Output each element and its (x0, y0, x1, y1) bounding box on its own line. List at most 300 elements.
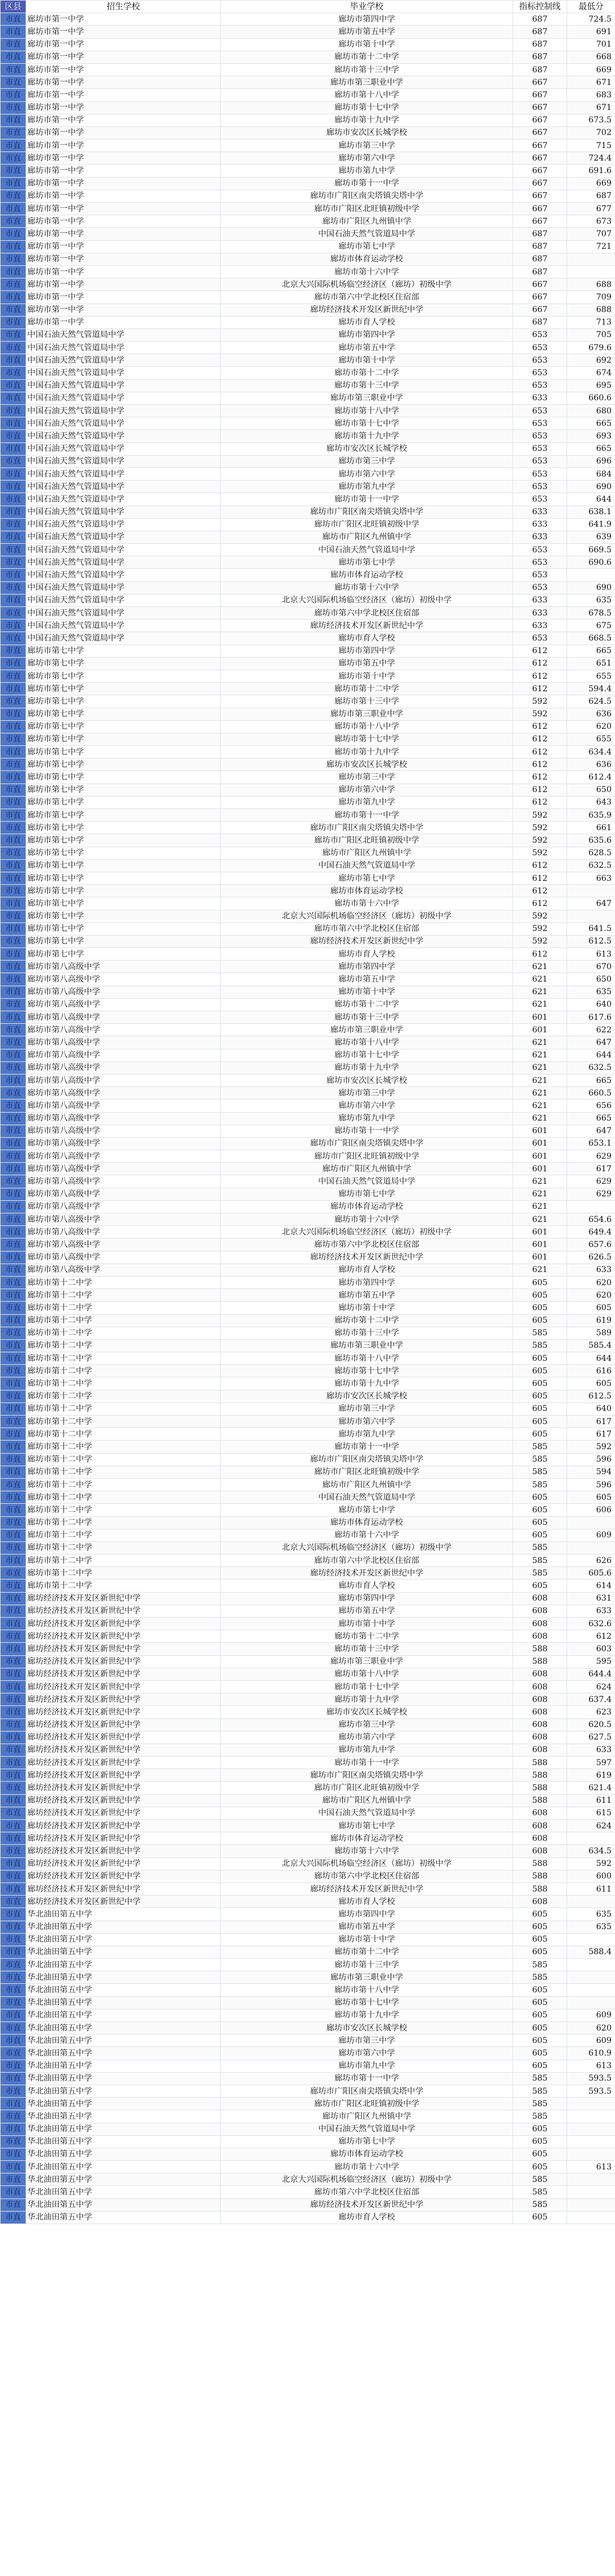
table-row (1, 114, 615, 126)
min-score-cell: 634.5 (567, 1845, 615, 1857)
table-row (1, 1428, 615, 1441)
min-score-cell: 651 (567, 657, 615, 670)
district-cell: 市直 (1, 1264, 26, 1276)
min-score-cell: 665 (567, 645, 615, 657)
min-score-cell (567, 1516, 615, 1529)
school-cell: 中国石油天然气管道局中学 (26, 481, 221, 493)
grad-school-cell: 北京大兴国际机场临空经济区（廊坊）初级中学 (221, 1226, 513, 1238)
table-row (1, 392, 615, 404)
table-row (1, 1744, 615, 1756)
table-row (1, 1251, 615, 1264)
control-line-cell: 601 (513, 1238, 567, 1251)
min-score-cell: 620.5 (567, 1718, 615, 1731)
school-cell: 廊坊市第一中学 (26, 303, 221, 316)
control-line-cell: 612 (513, 784, 567, 796)
min-score-cell: 595 (567, 1655, 615, 1668)
district-cell: 市直 (1, 822, 26, 834)
grad-school-cell: 廊坊经济技术开发区新世纪中学 (221, 1882, 513, 1895)
school-cell: 廊坊市第一中学 (26, 51, 221, 63)
table-row (1, 417, 615, 430)
control-line-cell: 585 (513, 1971, 567, 1984)
table-row (1, 329, 615, 341)
district-cell: 市直 (1, 291, 26, 303)
district-cell: 市直 (1, 329, 26, 341)
table-row (1, 26, 615, 38)
min-score-cell: 644.4 (567, 1668, 615, 1680)
control-line-cell: 585 (513, 1339, 567, 1352)
min-score-cell: 641.9 (567, 518, 615, 531)
table-row (1, 2085, 615, 2097)
district-cell: 市直 (1, 342, 26, 354)
school-cell: 中国石油天然气管道局中学 (26, 392, 221, 404)
grad-school-cell: 廊坊市第十中学 (221, 1302, 513, 1314)
school-cell: 廊坊市第十二中学 (26, 1441, 221, 1453)
min-score-cell: 627.5 (567, 1731, 615, 1744)
header-min: 最低分 (567, 1, 615, 13)
table-row (1, 657, 615, 670)
grad-school-cell: 廊坊市第九中学 (221, 1744, 513, 1756)
control-line-cell: 585 (513, 2072, 567, 2085)
control-line-cell: 612 (513, 645, 567, 657)
min-score-cell: 671 (567, 101, 615, 114)
control-line-cell: 621 (513, 986, 567, 998)
table-row (1, 1125, 615, 1137)
school-cell: 廊坊市第十二中学 (26, 1478, 221, 1491)
min-score-cell: 612.5 (567, 935, 615, 947)
district-cell: 市直 (1, 657, 26, 670)
grad-school-cell: 廊坊市广阳区北旺镇初级中学 (221, 834, 513, 847)
table-row (1, 847, 615, 859)
header-school: 招生学校 (26, 1, 221, 13)
table-row (1, 935, 615, 947)
table-row (1, 89, 615, 101)
min-score-cell: 721 (567, 240, 615, 253)
control-line-cell: 612 (513, 859, 567, 872)
min-score-cell: 609 (567, 2009, 615, 2021)
school-cell: 廊坊市第八高级中学 (26, 1251, 221, 1264)
district-cell: 市直 (1, 430, 26, 442)
control-line-cell: 605 (513, 2148, 567, 2160)
min-score-cell: 693 (567, 430, 615, 442)
control-line-cell: 608 (513, 1668, 567, 1680)
min-score-cell: 629 (567, 1188, 615, 1200)
control-line-cell: 608 (513, 1832, 567, 1845)
control-line-cell: 621 (513, 998, 567, 1011)
grad-school-cell: 廊坊市第七中学 (221, 556, 513, 569)
table-row (1, 455, 615, 467)
district-cell: 市直 (1, 1870, 26, 1882)
min-score-cell (567, 2198, 615, 2211)
table-row (1, 1302, 615, 1314)
control-line-cell: 621 (513, 961, 567, 973)
grad-school-cell: 廊坊市第六中学北校区住宿部 (221, 1870, 513, 1882)
min-score-cell: 592 (567, 1857, 615, 1870)
district-cell: 市直 (1, 1352, 26, 1365)
table-row (1, 796, 615, 809)
min-score-cell: 609 (567, 1529, 615, 1541)
school-cell: 廊坊市第十二中学 (26, 1339, 221, 1352)
control-line-cell: 653 (513, 430, 567, 442)
district-cell: 市直 (1, 1567, 26, 1580)
min-score-cell: 687 (567, 190, 615, 202)
district-cell: 市直 (1, 467, 26, 480)
control-line-cell: 653 (513, 442, 567, 455)
min-score-cell: 605.6 (567, 1567, 615, 1580)
grad-school-cell: 廊坊市广阳区九州镇中学 (221, 1478, 513, 1491)
district-cell: 市直 (1, 1618, 26, 1630)
table-row (1, 809, 615, 822)
district-cell: 市直 (1, 1011, 26, 1024)
school-cell: 廊坊经济技术开发区新世纪中学 (26, 1757, 221, 1769)
school-cell: 廊坊市第八高级中学 (26, 1036, 221, 1049)
table-row (1, 620, 615, 632)
table-row (1, 670, 615, 682)
school-cell: 廊坊市第七中学 (26, 948, 221, 961)
control-line-cell: 605 (513, 1921, 567, 1933)
grad-school-cell: 廊坊市体育运动学校 (221, 885, 513, 897)
min-score-cell: 641.5 (567, 922, 615, 935)
school-cell: 廊坊市第十二中学 (26, 1276, 221, 1289)
control-line-cell: 592 (513, 935, 567, 947)
grad-school-cell: 廊坊市第十九中学 (221, 430, 513, 442)
control-line-cell: 612 (513, 746, 567, 758)
control-line-cell: 601 (513, 1150, 567, 1163)
min-score-cell: 635 (567, 1921, 615, 1933)
table-row (1, 253, 615, 265)
table-row (1, 2098, 615, 2110)
district-cell: 市直 (1, 2161, 26, 2173)
table-row (1, 1971, 615, 1984)
min-score-cell: 628.5 (567, 847, 615, 859)
table-row (1, 1416, 615, 1428)
min-score-cell: 680 (567, 405, 615, 417)
grad-school-cell: 廊坊市育人学校 (221, 1264, 513, 1276)
school-cell: 廊坊市第一中学 (26, 26, 221, 38)
min-score-cell: 635 (567, 1908, 615, 1921)
table-row (1, 2211, 615, 2224)
min-score-cell (567, 1971, 615, 1984)
district-cell: 市直 (1, 645, 26, 657)
control-line-cell: 621 (513, 1112, 567, 1125)
school-cell: 廊坊市第七中学 (26, 859, 221, 872)
table-row (1, 1150, 615, 1163)
school-cell: 中国石油天然气管道局中学 (26, 367, 221, 379)
control-line-cell: 687 (513, 63, 567, 76)
control-line-cell: 612 (513, 720, 567, 733)
control-line-cell: 667 (513, 140, 567, 152)
control-line-cell: 612 (513, 771, 567, 784)
min-score-cell (567, 2173, 615, 2186)
district-cell: 市直 (1, 265, 26, 278)
district-cell: 市直 (1, 2110, 26, 2123)
school-cell: 廊坊经济技术开发区新世纪中学 (26, 1706, 221, 1718)
control-line-cell: 653 (513, 467, 567, 480)
school-cell: 华北油田第五中学 (26, 2060, 221, 2072)
control-line-cell: 605 (513, 2034, 567, 2047)
min-score-cell (567, 2148, 615, 2160)
district-cell: 市直 (1, 1845, 26, 1857)
table-row (1, 1680, 615, 1693)
table-row (1, 1289, 615, 1302)
school-cell: 廊坊市第七中学 (26, 657, 221, 670)
grad-school-cell: 廊坊市广阳区南尖塔镇尖塔中学 (221, 2085, 513, 2097)
table-row (1, 291, 615, 303)
table-row (1, 1352, 615, 1365)
school-cell: 华北油田第五中学 (26, 2135, 221, 2148)
grad-school-cell: 廊坊市第十九中学 (221, 114, 513, 126)
min-score-cell: 636 (567, 708, 615, 720)
control-line-cell: 612 (513, 683, 567, 695)
district-cell: 市直 (1, 910, 26, 922)
school-cell: 华北油田第五中学 (26, 1908, 221, 1921)
min-score-cell: 596 (567, 1478, 615, 1491)
control-line-cell: 633 (513, 607, 567, 620)
table-row (1, 1807, 615, 1819)
school-cell: 廊坊市第七中学 (26, 834, 221, 847)
table-row (1, 581, 615, 594)
school-cell: 廊坊市第一中学 (26, 89, 221, 101)
district-cell: 市直 (1, 1226, 26, 1238)
grad-school-cell: 廊坊市第十一中学 (221, 1441, 513, 1453)
school-cell: 廊坊经济技术开发区新世纪中学 (26, 1718, 221, 1731)
control-line-cell: 621 (513, 1188, 567, 1200)
table-row (1, 1175, 615, 1188)
table-row (1, 1453, 615, 1466)
school-cell: 廊坊市第十二中学 (26, 1314, 221, 1327)
district-cell: 市直 (1, 1807, 26, 1819)
school-cell: 廊坊经济技术开发区新世纪中学 (26, 1693, 221, 1706)
school-cell: 华北油田第五中学 (26, 1971, 221, 1984)
school-cell: 廊坊市第八高级中学 (26, 1074, 221, 1086)
school-cell: 廊坊市第七中学 (26, 683, 221, 695)
grad-school-cell: 廊坊市第十中学 (221, 354, 513, 367)
min-score-cell (567, 1896, 615, 1908)
control-line-cell: 653 (513, 569, 567, 581)
control-line-cell: 585 (513, 2186, 567, 2198)
control-line-cell: 605 (513, 2060, 567, 2072)
table-row (1, 2173, 615, 2186)
grad-school-cell: 廊坊市第十三中学 (221, 63, 513, 76)
district-cell: 市直 (1, 607, 26, 620)
school-cell: 中国石油天然气管道局中学 (26, 544, 221, 556)
table-row (1, 746, 615, 758)
grad-school-cell: 廊坊市第三职业中学 (221, 392, 513, 404)
school-cell: 廊坊市第七中学 (26, 897, 221, 910)
min-score-cell: 609 (567, 2034, 615, 2047)
table-row (1, 1618, 615, 1630)
min-score-cell: 612.4 (567, 771, 615, 784)
table-row (1, 1504, 615, 1516)
grad-school-cell: 廊坊市广阳区九州镇中学 (221, 1794, 513, 1807)
table-row (1, 2022, 615, 2034)
grad-school-cell: 廊坊市第十八中学 (221, 1984, 513, 1996)
school-cell: 廊坊市第十二中学 (26, 1402, 221, 1415)
table-row (1, 303, 615, 316)
min-score-cell: 639 (567, 531, 615, 543)
min-score-cell: 617 (567, 1163, 615, 1175)
grad-school-cell: 廊坊市第六中学北校区住宿部 (221, 291, 513, 303)
grad-school-cell: 廊坊市第三中学 (221, 140, 513, 152)
school-cell: 廊坊市第八高级中学 (26, 1125, 221, 1137)
grad-school-cell: 廊坊市第七中学 (221, 1188, 513, 1200)
grad-school-cell: 廊坊市第十中学 (221, 38, 513, 51)
grad-school-cell: 廊坊市第十中学 (221, 1933, 513, 1946)
table-row (1, 203, 615, 215)
control-line-cell: 605 (513, 2211, 567, 2224)
min-score-cell: 632.5 (567, 1061, 615, 1074)
table-row (1, 683, 615, 695)
min-score-cell: 715 (567, 140, 615, 152)
min-score-cell: 649.4 (567, 1226, 615, 1238)
table-row (1, 101, 615, 114)
min-score-cell: 622 (567, 1024, 615, 1036)
grad-school-cell: 廊坊市第十七中学 (221, 1680, 513, 1693)
grad-school-cell: 廊坊市第十六中学 (221, 2161, 513, 2173)
table-row (1, 354, 615, 367)
district-cell: 市直 (1, 140, 26, 152)
min-score-cell: 688 (567, 303, 615, 316)
table-row (1, 1567, 615, 1580)
table-row (1, 190, 615, 202)
table-row (1, 531, 615, 543)
district-cell: 市直 (1, 1339, 26, 1352)
min-score-cell: 585.4 (567, 1339, 615, 1352)
school-cell: 廊坊市第一中学 (26, 240, 221, 253)
school-cell: 华北油田第五中学 (26, 2072, 221, 2085)
school-cell: 廊坊市第七中学 (26, 746, 221, 758)
district-cell: 市直 (1, 1731, 26, 1744)
school-cell: 廊坊市第七中学 (26, 771, 221, 784)
table-row (1, 177, 615, 190)
table-row (1, 442, 615, 455)
min-score-cell (567, 2098, 615, 2110)
district-cell: 市直 (1, 1504, 26, 1516)
district-cell: 市直 (1, 973, 26, 986)
grad-school-cell: 廊坊市安次区长城学校 (221, 2022, 513, 2034)
control-line-cell: 612 (513, 885, 567, 897)
grad-school-cell: 廊坊市第七中学 (221, 240, 513, 253)
min-score-cell: 617 (567, 1416, 615, 1428)
min-score-cell: 655 (567, 733, 615, 745)
district-cell: 市直 (1, 481, 26, 493)
district-cell: 市直 (1, 1933, 26, 1946)
school-cell: 廊坊市第八高级中学 (26, 1163, 221, 1175)
table-row (1, 720, 615, 733)
table-row (1, 51, 615, 63)
grad-school-cell: 廊坊市第十七中学 (221, 417, 513, 430)
table-row (1, 1226, 615, 1238)
district-cell: 市直 (1, 1908, 26, 1921)
table-row (1, 1845, 615, 1857)
min-score-cell: 611 (567, 1794, 615, 1807)
control-line-cell: 653 (513, 455, 567, 467)
school-cell: 中国石油天然气管道局中学 (26, 354, 221, 367)
table-row (1, 1200, 615, 1213)
min-score-cell: 640 (567, 998, 615, 1011)
grad-school-cell: 廊坊市第十六中学 (221, 1213, 513, 1226)
min-score-cell: 643 (567, 796, 615, 809)
school-cell: 中国石油天然气管道局中学 (26, 430, 221, 442)
school-cell: 廊坊经济技术开发区新世纪中学 (26, 1882, 221, 1895)
min-score-cell: 635 (567, 986, 615, 998)
grad-school-cell: 廊坊市安次区长城学校 (221, 758, 513, 771)
grad-school-cell: 廊坊市广阳区南尖塔镇尖塔中学 (221, 822, 513, 834)
school-cell: 廊坊市第一中学 (26, 38, 221, 51)
school-cell: 廊坊市第七中学 (26, 822, 221, 834)
school-cell: 廊坊市第八高级中学 (26, 1226, 221, 1238)
table-row (1, 1478, 615, 1491)
table-row (1, 367, 615, 379)
district-cell: 市直 (1, 897, 26, 910)
table-row (1, 910, 615, 922)
min-score-cell: 661 (567, 822, 615, 834)
table-row (1, 784, 615, 796)
school-cell: 廊坊市第八高级中学 (26, 1188, 221, 1200)
grad-school-cell: 廊坊市第六中学北校区住宿部 (221, 922, 513, 935)
control-line-cell: 608 (513, 1731, 567, 1744)
control-line-cell: 608 (513, 1618, 567, 1630)
control-line-cell: 592 (513, 834, 567, 847)
grad-school-cell: 廊坊市第三职业中学 (221, 708, 513, 720)
grad-school-cell: 廊坊市第十三中学 (221, 379, 513, 392)
control-line-cell: 605 (513, 1428, 567, 1441)
control-line-cell: 605 (513, 2161, 567, 2173)
grad-school-cell: 廊坊市广阳区北旺镇初级中学 (221, 203, 513, 215)
min-score-cell: 621.4 (567, 1782, 615, 1794)
table-row (1, 1074, 615, 1086)
grad-school-cell: 廊坊市第十八中学 (221, 1036, 513, 1049)
table-row (1, 379, 615, 392)
grad-school-cell: 廊坊市第九中学 (221, 1112, 513, 1125)
grad-school-cell: 廊坊市第十七中学 (221, 1049, 513, 1061)
min-score-cell: 635.6 (567, 834, 615, 847)
school-cell: 中国石油天然气管道局中学 (26, 442, 221, 455)
school-cell: 中国石油天然气管道局中学 (26, 620, 221, 632)
control-line-cell: 667 (513, 152, 567, 165)
table-row (1, 481, 615, 493)
school-cell: 华北油田第五中学 (26, 1921, 221, 1933)
min-score-cell: 673 (567, 215, 615, 228)
district-cell: 市直 (1, 442, 26, 455)
grad-school-cell: 廊坊市广阳区九州镇中学 (221, 1163, 513, 1175)
table-row (1, 2148, 615, 2160)
district-cell: 市直 (1, 859, 26, 872)
control-line-cell: 585 (513, 2085, 567, 2097)
grad-school-cell: 廊坊市体育运动学校 (221, 2148, 513, 2160)
grad-school-cell: 廊坊市广阳区南尖塔镇尖塔中学 (221, 1453, 513, 1466)
grad-school-cell: 中国石油天然气管道局中学 (221, 228, 513, 240)
min-score-cell: 633 (567, 1744, 615, 1756)
school-cell: 廊坊市第一中学 (26, 316, 221, 329)
table-row (1, 1630, 615, 1643)
table-row (1, 1933, 615, 1946)
min-score-cell: 593.5 (567, 2072, 615, 2085)
control-line-cell: 653 (513, 556, 567, 569)
table-row (1, 2047, 615, 2060)
table-row (1, 1996, 615, 2009)
min-score-cell (567, 2110, 615, 2123)
school-cell: 廊坊经济技术开发区新世纪中学 (26, 1618, 221, 1630)
control-line-cell: 585 (513, 1541, 567, 1554)
table-row (1, 1782, 615, 1794)
control-line-cell: 621 (513, 1175, 567, 1188)
min-score-cell: 707 (567, 228, 615, 240)
grad-school-cell: 廊坊市第十八中学 (221, 89, 513, 101)
table-row (1, 467, 615, 480)
grad-school-cell: 廊坊市第十八中学 (221, 1352, 513, 1365)
control-line-cell: 601 (513, 1226, 567, 1238)
control-line-cell: 653 (513, 581, 567, 594)
